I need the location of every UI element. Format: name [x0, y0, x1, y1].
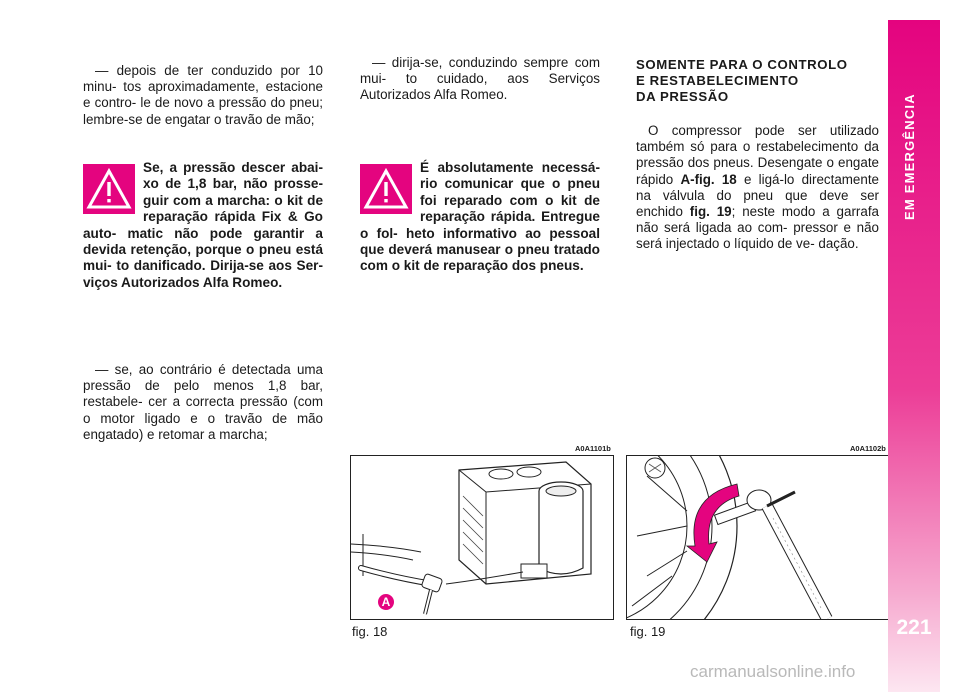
figure-19-code: A0A1102b — [850, 444, 886, 453]
warning-box-inform — [360, 160, 600, 275]
warning-triangle-icon — [360, 164, 412, 214]
paragraph-compressor — [636, 123, 879, 253]
figure-18-label: A — [381, 595, 391, 609]
page-number: 221 — [896, 616, 932, 639]
figure-18-caption: fig. 18 — [352, 624, 388, 639]
figure-18-code: A0A1101b — [575, 444, 611, 453]
figure-reference-18: A-fig. 18 — [680, 171, 737, 187]
text-part-b: e ligá-lo directamente na válvula do pneu que deve ser enchido — [636, 171, 879, 220]
warning-text-inform: É absolutamente necessá- rio comunicar que o pneu foi reparado com o kit de reparação rápida. Entregue o fol- heto informativo ao pessoal que deverá manusear o pneu tratado com o kit de reparação dos pneus. — [360, 160, 600, 274]
warning-box-pressure — [83, 160, 323, 291]
paragraph-restore-pressure: — se, ao contrário é detectada uma pressão de pelo menos 1,8 bar, restabele- cer a correcta pressão (com o motor ligado e o travão de mão engatado) e retomar a marcha; — [83, 362, 323, 442]
figure-19-caption: fig. 19 — [630, 624, 666, 639]
warning-text-pressure: Se, a pressão descer abai- xo de 1,8 bar, não prosse- guir com a marcha: o kit de reparação rápida Fix & Go auto- matic não pode garantir a devida retenção, porque o pneu está mui- to danificado. Dirija-se aos Ser- viços Autorizados Alfa Romeo. — [83, 160, 323, 290]
warning-triangle-icon — [83, 164, 135, 214]
paragraph-parking-check: — depois de ter conduzido por 10 minu- tos aproximadamente, estacione e contro- le de novo a pressão do pneu; lembre-se de engatar o travão de mão; — [83, 63, 323, 127]
figure-reference-19: fig. 19 — [689, 204, 732, 220]
column-1-top — [83, 63, 323, 128]
text-part-c: ; neste modo a garrafa não será ligada ao com- pressor e não será injectado o líquido de ve- dação. — [636, 204, 879, 252]
heading-line-2: E RESTABELECIMENTO — [636, 73, 799, 88]
column-1-bottom — [83, 362, 323, 443]
column-2-top — [360, 55, 600, 104]
figure-19 — [626, 455, 890, 620]
column-3-body — [636, 123, 879, 253]
heading-line-1: SOMENTE PARA O CONTROLO — [636, 57, 848, 72]
paragraph-drive-carefully: — dirija-se, conduzindo sempre com mui- to cuidado, aos Serviços Autorizados Alfa Romeo. — [360, 55, 600, 103]
section-heading — [636, 57, 886, 105]
valve-connection-illustration — [627, 456, 889, 619]
watermark: carmanualsonline.info — [690, 662, 856, 681]
heading-line-3: DA PRESSÃO — [636, 89, 729, 104]
section-title-vertical: EM EMERGÊNCIA — [902, 93, 917, 220]
text-part-a: O compressor pode ser utilizado também só para o restabelecimento da pressão dos pneus. Desengate o engate rápido — [636, 123, 879, 187]
figure-18 — [350, 455, 614, 620]
